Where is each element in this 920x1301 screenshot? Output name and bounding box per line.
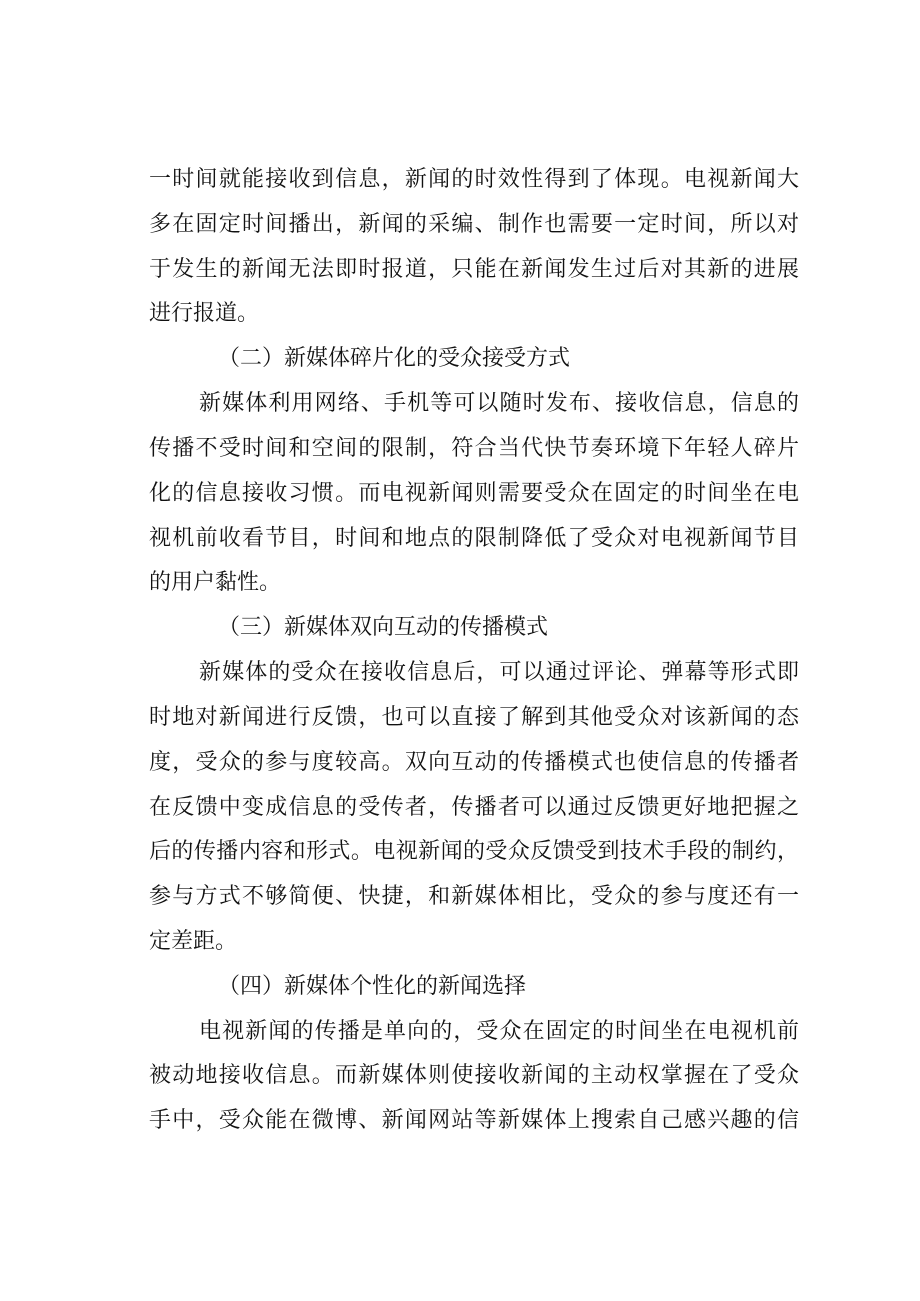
section-heading-3: （三）新媒体双向互动的传播模式 — [218, 615, 549, 640]
body-text-line: 多在固定时间播出，新闻的采编、制作也需要一定时间，所以对 — [149, 212, 799, 237]
body-text-line: 新媒体的受众在接收信息后，可以通过评论、弹幕等形式即 — [199, 660, 799, 685]
body-text-line: 一时间就能接收到信息，新闻的时效性得到了体现。电视新闻大 — [149, 167, 799, 192]
body-text-line: 手中，受众能在微博、新闻网站等新媒体上搜索自己感兴趣的信 — [149, 1108, 799, 1133]
section-heading-4: （四）新媒体个性化的新闻选择 — [218, 974, 527, 999]
body-text-line: 被动地接收信息。而新媒体则使接收新闻的主动权掌握在了受众 — [149, 1063, 799, 1088]
section-heading-2: （二）新媒体碎片化的受众接受方式 — [218, 346, 571, 371]
body-text-line: 的用户黏性。 — [149, 570, 282, 595]
body-text-line: 于发生的新闻无法即时报道，只能在新闻发生过后对其新的进展 — [149, 257, 799, 282]
body-text-line: 化的信息接收习惯。而电视新闻则需要受众在固定的时间坐在电 — [149, 481, 799, 506]
body-text-line: 度，受众的参与度较高。双向互动的传播模式也使信息的传播者 — [149, 750, 799, 775]
body-text-line: 新媒体利用网络、手机等可以随时发布、接收信息，信息的 — [199, 391, 799, 416]
body-text-line: 进行报道。 — [149, 301, 260, 326]
body-text-line: 时地对新闻进行反馈，也可以直接了解到其他受众对该新闻的态 — [149, 705, 799, 730]
body-text-line: 参与方式不够简便、快捷，和新媒体相比，受众的参与度还有一 — [149, 884, 799, 909]
body-text-line: 传播不受时间和空间的限制，符合当代快节奏环境下年轻人碎片 — [149, 436, 799, 461]
body-text-line: 视机前收看节目，时间和地点的限制降低了受众对电视新闻节目 — [149, 526, 799, 551]
body-text-line: 在反馈中变成信息的受传者，传播者可以通过反馈更好地把握之 — [149, 795, 799, 820]
body-text-line: 后的传播内容和形式。电视新闻的受众反馈受到技术手段的制约， — [149, 839, 799, 864]
body-text-line: 电视新闻的传播是单向的，受众在固定的时间坐在电视机前 — [199, 1019, 799, 1044]
body-text-line: 定差距。 — [149, 929, 238, 954]
